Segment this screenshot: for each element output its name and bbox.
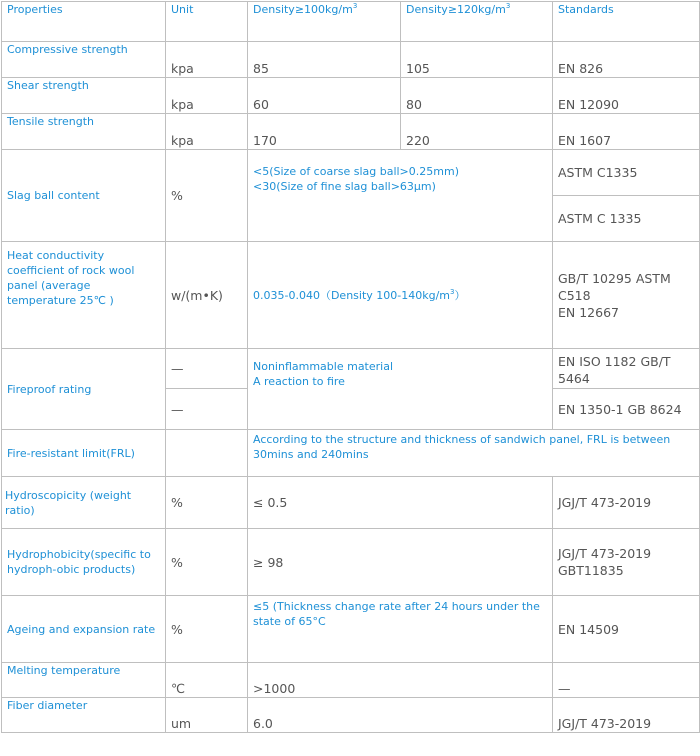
table-row [2,242,700,349]
header-density-120 [401,2,553,42]
header-density-120-label: Density≥120kg/m [406,3,506,16]
unit-cell: ℃ [166,663,248,698]
standard-cell: EN 826 [553,42,700,78]
hydrophobicity-standard-line1: JGJ/T 473-2019 [558,546,652,561]
heat-standard-line2: EN 12667 [558,304,619,320]
standard-cell: EN 12090 [553,78,700,114]
unit-cell: % [166,529,248,596]
standard-cell: — [553,663,700,698]
standard-cell: EN 1350-1 GB 8624 [553,389,700,430]
standard-cell: ASTM C1335 [553,150,700,196]
property-melting-temperature: Melting temperature [2,663,166,698]
header-density-100 [248,2,401,42]
unit-cell: % [166,596,248,663]
unit-cell-empty [166,430,248,477]
property-shear-strength: Shear strength [2,78,166,114]
standard-cell: EN 1607 [553,114,700,150]
slag-ball-value [248,150,553,242]
standard-cell [553,242,700,349]
unit-cell: um [166,698,248,733]
property-heat-conductivity: Heat conductivity coefficient of rock wool panel (average temperature 25℃ ) [2,242,166,349]
standard-cell: JGJ/T 473-2019 [553,698,700,733]
table-row [2,150,700,196]
property-hydroscopicity: Hydroscopicity (weight ratio) [2,477,166,529]
table-row [2,349,700,389]
table-row [2,477,700,529]
property-tensile-strength: Tensile strength [2,114,166,150]
hydrophobicity-standard-line2: GBT11835 [558,563,624,578]
unit-cell: — [166,389,248,430]
table-row [2,698,700,733]
table-row [2,114,700,150]
property-fireproof-rating: Fireproof rating [2,349,166,430]
property-slag-ball-content: Slag ball content [2,150,166,242]
density-100-value: 60 [248,78,401,114]
unit-cell: % [166,150,248,242]
fireproof-value [248,349,553,430]
standard-cell: JGJ/T 473-2019 [553,477,700,529]
fireproof-line2: A reaction to fire [253,375,345,388]
hydrophobicity-value: ≥ 98 [248,529,553,596]
unit-cell: w/(m•K) [166,242,248,349]
unit-cell: kpa [166,114,248,150]
table-row [2,42,700,78]
table-row [2,430,700,477]
ageing-value: ≤5 (Thickness change rate after 24 hours under the state of 65°C [248,596,553,663]
property-fiber-diameter: Fiber diameter [2,698,166,733]
superscript-3: 3 [505,2,511,10]
density-120-value: 220 [401,114,553,150]
melting-value: >1000 [248,663,553,698]
fireproof-line1: Noninflammable material [253,360,394,373]
table-row [2,529,700,596]
unit-cell: kpa [166,78,248,114]
heat-value-close: ） [454,288,466,302]
property-fire-resistant-limit: Fire-resistant limit(FRL) [2,430,166,477]
standard-cell [553,529,700,596]
superscript-3: 3 [450,287,455,296]
standard-cell: ASTM C 1335 [553,196,700,242]
heat-conductivity-value [248,242,553,349]
unit-cell: % [166,477,248,529]
hydroscopicity-value: ≤ 0.5 [248,477,553,529]
table-header-row [2,2,700,42]
slag-coarse-line: <5(Size of coarse slag ball>0.25mm) [253,165,459,178]
density-120-value: 105 [401,42,553,78]
density-100-value: 170 [248,114,401,150]
table-row [2,78,700,114]
unit-cell: kpa [166,42,248,78]
property-ageing-expansion: Ageing and expansion rate [2,596,166,663]
header-properties: Properties [2,2,166,42]
frl-value: According to the structure and thickness of sandwich panel, FRL is between 30mins and 240mins [248,430,700,477]
standard-cell: EN ISO 1182 GB/T 5464 [553,349,700,389]
header-standards: Standards [553,2,700,42]
property-compressive-strength: Compressive strength [2,42,166,78]
superscript-3: 3 [352,2,358,10]
unit-cell: — [166,349,248,389]
standard-cell: EN 14509 [553,596,700,663]
fiber-value: 6.0 [248,698,553,733]
table-row [2,596,700,663]
heat-value-text: 0.035-0.040（Density 100-140kg/m [253,288,451,302]
properties-table [1,1,700,733]
density-100-value: 85 [248,42,401,78]
header-unit: Unit [166,2,248,42]
density-120-value: 80 [401,78,553,114]
property-hydrophobicity: Hydrophobicity(specific to hydroph-obic products) [2,529,166,596]
heat-standard-line1: GB/T 10295 ASTM C518 [558,270,671,303]
slag-fine-line: <30(Size of fine slag ball>63μm) [253,180,436,193]
table-row [2,663,700,698]
header-density-100-label: Density≥100kg/m [253,3,353,16]
